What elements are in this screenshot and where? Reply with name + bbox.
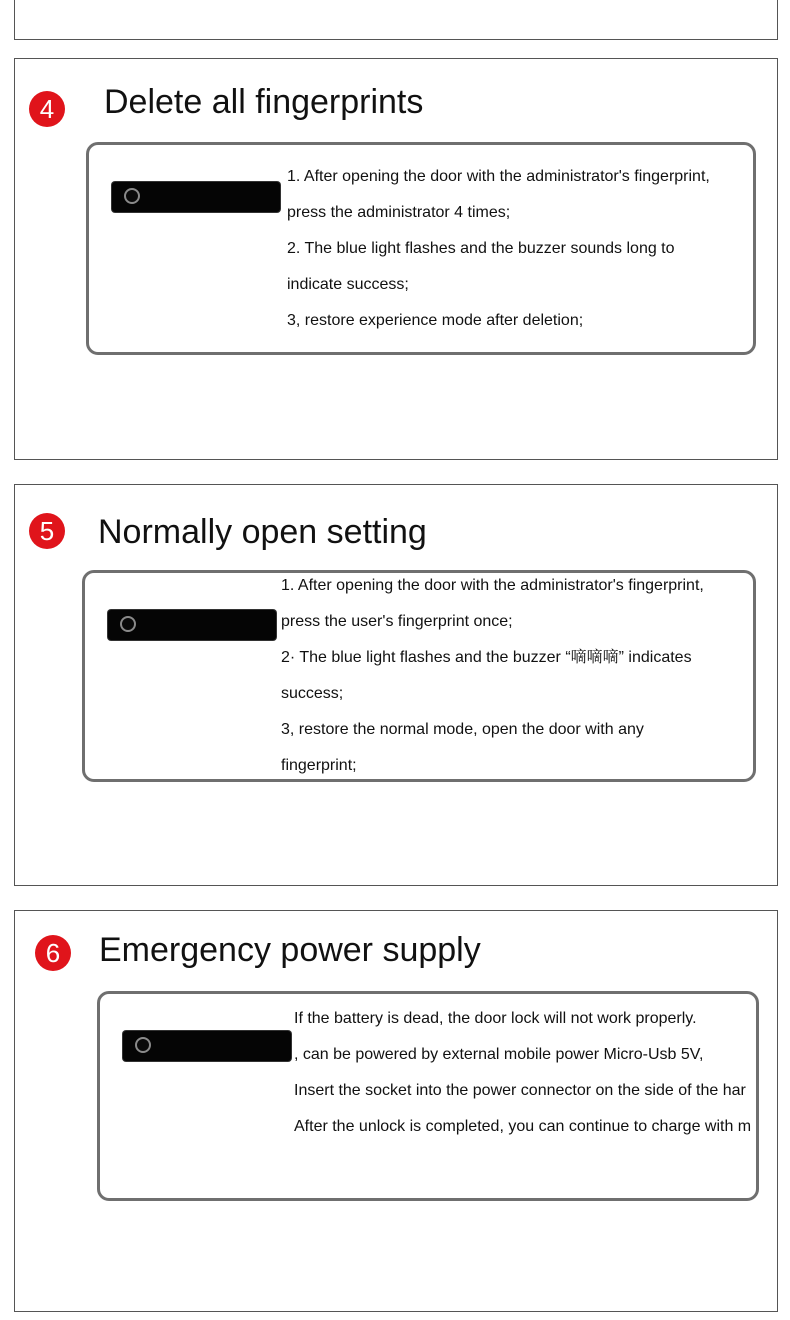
step-number-badge: 6 xyxy=(35,935,71,971)
instruction-line: 2. The blue light flashes and the buzzer sounds long to xyxy=(287,240,675,257)
instruction-card xyxy=(86,142,756,355)
step-number-badge: 4 xyxy=(29,91,65,127)
instruction-line: fingerprint; xyxy=(281,757,357,774)
instruction-line: 3, restore experience mode after deletion; xyxy=(287,312,584,329)
instruction-list xyxy=(281,568,704,784)
instruction-line: press the administrator 4 times; xyxy=(287,204,511,221)
instruction-line: If the battery is dead, the door lock will not work properly. xyxy=(294,1010,697,1027)
instruction-list xyxy=(287,159,710,339)
instruction-line: 2· The blue light flashes and the buzzer “嘀嘀嘀” indicates xyxy=(281,649,692,666)
previous-section-panel xyxy=(14,0,778,40)
section-title: Emergency power supply xyxy=(99,931,481,969)
fingerprint-sensor-bar-icon xyxy=(112,182,280,212)
instruction-line: 1. After opening the door with the administrator's fingerprint, xyxy=(281,577,704,594)
instruction-line: , can be powered by external mobile power Micro-Usb 5V, xyxy=(294,1046,704,1063)
instruction-line: 3, restore the normal mode, open the door with any xyxy=(281,721,644,738)
instruction-card xyxy=(82,570,756,782)
instruction-line: press the user's fingerprint once; xyxy=(281,613,513,630)
section-title: Delete all fingerprints xyxy=(104,83,424,121)
step-number-badge: 5 xyxy=(29,513,65,549)
fingerprint-sensor-bar-icon xyxy=(123,1031,291,1061)
instruction-line: indicate success; xyxy=(287,276,409,293)
instruction-line: Insert the socket into the power connector on the side of the har xyxy=(294,1082,746,1099)
fingerprint-sensor-bar-icon xyxy=(108,610,276,640)
section-title: Normally open setting xyxy=(98,513,427,551)
instruction-line: 1. After opening the door with the administrator's fingerprint, xyxy=(287,168,710,185)
section-6-panel xyxy=(14,910,778,1312)
instruction-line: success; xyxy=(281,685,344,702)
instruction-line: After the unlock is completed, you can continue to charge with m xyxy=(294,1118,752,1135)
section-5-panel xyxy=(14,484,778,886)
instruction-list xyxy=(294,1001,777,1145)
section-4-panel xyxy=(14,58,778,460)
